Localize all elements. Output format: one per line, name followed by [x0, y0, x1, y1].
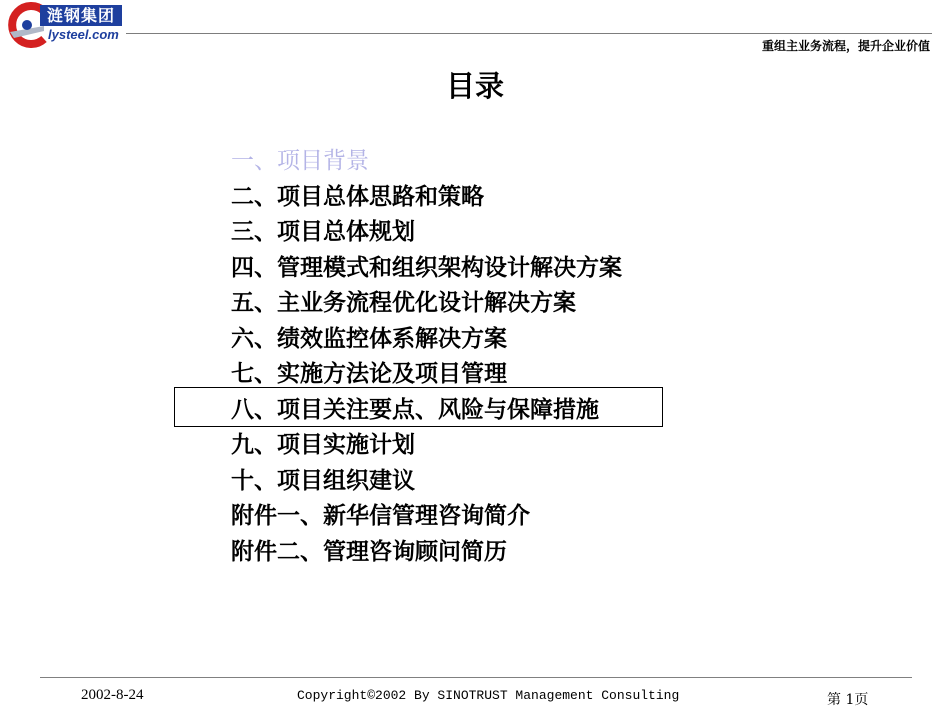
toc-item-business-process[interactable]: 五、主业务流程优化设计解决方案	[231, 290, 576, 316]
footer-divider	[40, 677, 912, 678]
logo-website: lysteel.com	[48, 27, 119, 42]
toc-item-overall-strategy[interactable]: 二、项目总体思路和策略	[231, 183, 484, 210]
toc-item-performance-monitoring[interactable]: 六、绩效监控体系解决方案	[231, 325, 507, 352]
toc-item-methodology[interactable]: 七、实施方法论及项目管理	[231, 361, 507, 387]
toc-item-implementation-plan[interactable]: 九、项目实施计划	[231, 432, 415, 458]
toc-item-key-risks[interactable]: 八、项目关注要点、风险与保障措施	[231, 396, 599, 423]
header-divider	[126, 33, 932, 34]
company-logo	[4, 2, 122, 50]
header-slogan: 重组主业务流程，提升企业价值	[761, 39, 930, 53]
toc-item-overall-plan[interactable]: 三、项目总体规划	[231, 219, 415, 245]
table-of-contents	[231, 144, 622, 570]
page-title: 目录	[445, 69, 504, 103]
footer-page-number: 第 1页	[827, 692, 869, 708]
toc-highlight-box	[174, 387, 663, 427]
toc-item-appendix-consultants[interactable]: 附件二、管理咨询顾问简历	[231, 538, 507, 565]
toc-item-management-model[interactable]: 四、管理模式和组织架构设计解决方案	[231, 254, 622, 281]
footer-date: 2002-8-24	[81, 687, 144, 703]
logo-company-name: 涟钢集团	[40, 5, 122, 26]
footer-copyright: Copyright©2002 By SINOTRUST Management Consulting	[297, 688, 680, 703]
toc-item-project-background[interactable]: 一、项目背景	[231, 148, 369, 174]
toc-item-appendix-company[interactable]: 附件一、新华信管理咨询简介	[231, 503, 530, 529]
toc-item-organization[interactable]: 十、项目组织建议	[231, 467, 415, 494]
